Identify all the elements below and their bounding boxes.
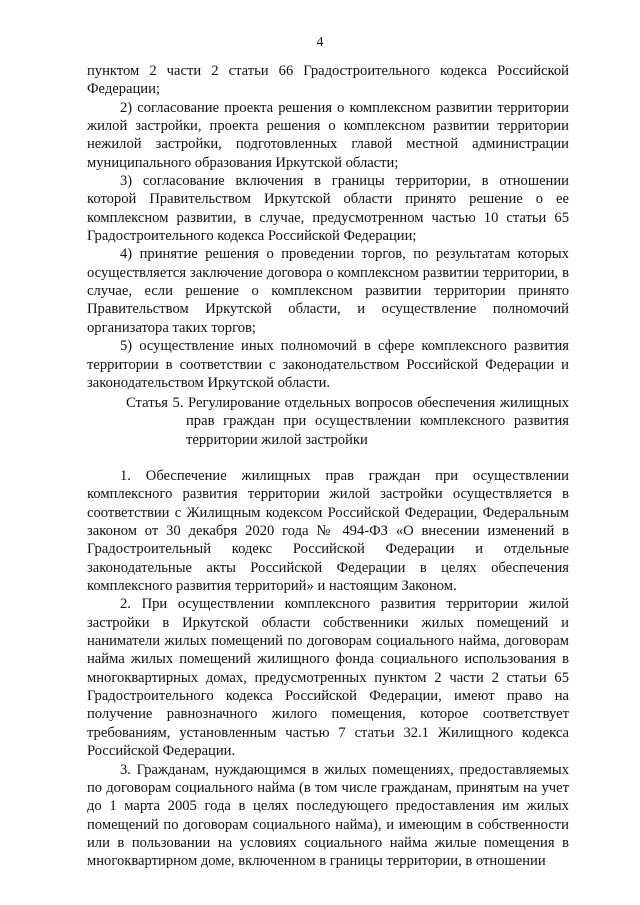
page-number: 4 bbox=[316, 35, 324, 50]
paragraph: 5) осуществление иных полномочий в сфере комплексного развития территории в соответствии с законодательством Российской Федерации и законодательством Иркутской области. bbox=[87, 338, 569, 391]
powers-list bbox=[87, 62, 569, 392]
paragraph: 2) согласование проекта решения о комплексном развитии территории жилой застройки, проекта решения о комплексном развитии территории нежилой застройки, подготовленных главой местной администрации муниципального образования Иркутской области; bbox=[87, 99, 569, 171]
article-heading-text: Статья 5. Регулирование отдельных вопросов обеспечения жилищных прав граждан при осуществлении комплексного развития территории жилой застройки bbox=[126, 395, 569, 448]
article-heading bbox=[87, 394, 569, 449]
paragraph: 2. При осуществлении комплексного развития территории жилой застройки в Иркутской области собственники жилых помещений и наниматели жилых помещений по договорам социального найма, договорам найма жилых помещений жилищного фонда социального использования в многоквартирных домах, предусмотренных пунктом 2 части 2 статьи 65 Градостроительного кодекса Российской Федерации, имеют право на получение равнозначного жилого помещения, которое соответствует требованиям, установленным частью 7 статьи 32.1 Жилищного кодекса Российской Федерации. bbox=[87, 596, 569, 760]
paragraph: 4) принятие решения о проведении торгов, по результатам которых осуществляется заключение договора о комплексном развитии территории, в случае, если решение о комплексном развитии территории принято Правительством Иркутской области, и осуществление полномочий организатора таких торгов; bbox=[87, 246, 569, 336]
paragraph: пунктом 2 части 2 статьи 66 Градостроительного кодекса Российской Федерации; bbox=[87, 63, 569, 98]
paragraph: 3. Гражданам, нуждающимся в жилых помещениях, предоставляемых по договорам социального найма (в том числе гражданам, принятым на учет до 1 марта 2005 года в целях последующего предоставления им жилых помещений по договорам социального найма), и имеющим в собственности или в пользовании на условиях социального найма жилые помещения в многоквартирном доме, включенном в границы территории, в отношении bbox=[87, 761, 569, 870]
article-body bbox=[87, 467, 569, 871]
paragraph: 3) согласование включения в границы территории, в отношении которой Правительством Иркутской области принято решение о ее комплексном развитии, в случае, предусмотренном частью 10 статьи 65 Градостроительного кодекса Российской Федерации; bbox=[87, 173, 569, 245]
paragraph: 1. Обеспечение жилищных прав граждан при осуществлении комплексного развития территории жилой застройки осуществляется в соответствии с Жилищным кодексом Российской Федерации, Федеральным законом от 30 декабря 2020 года № 494-ФЗ «О внесении изменений в Градостроительный кодекс Российской Федерации и отдельные законодательные акты Российской Федерации в целях обеспечения комплексного развития территорий» и настоящим Законом. bbox=[87, 468, 569, 595]
